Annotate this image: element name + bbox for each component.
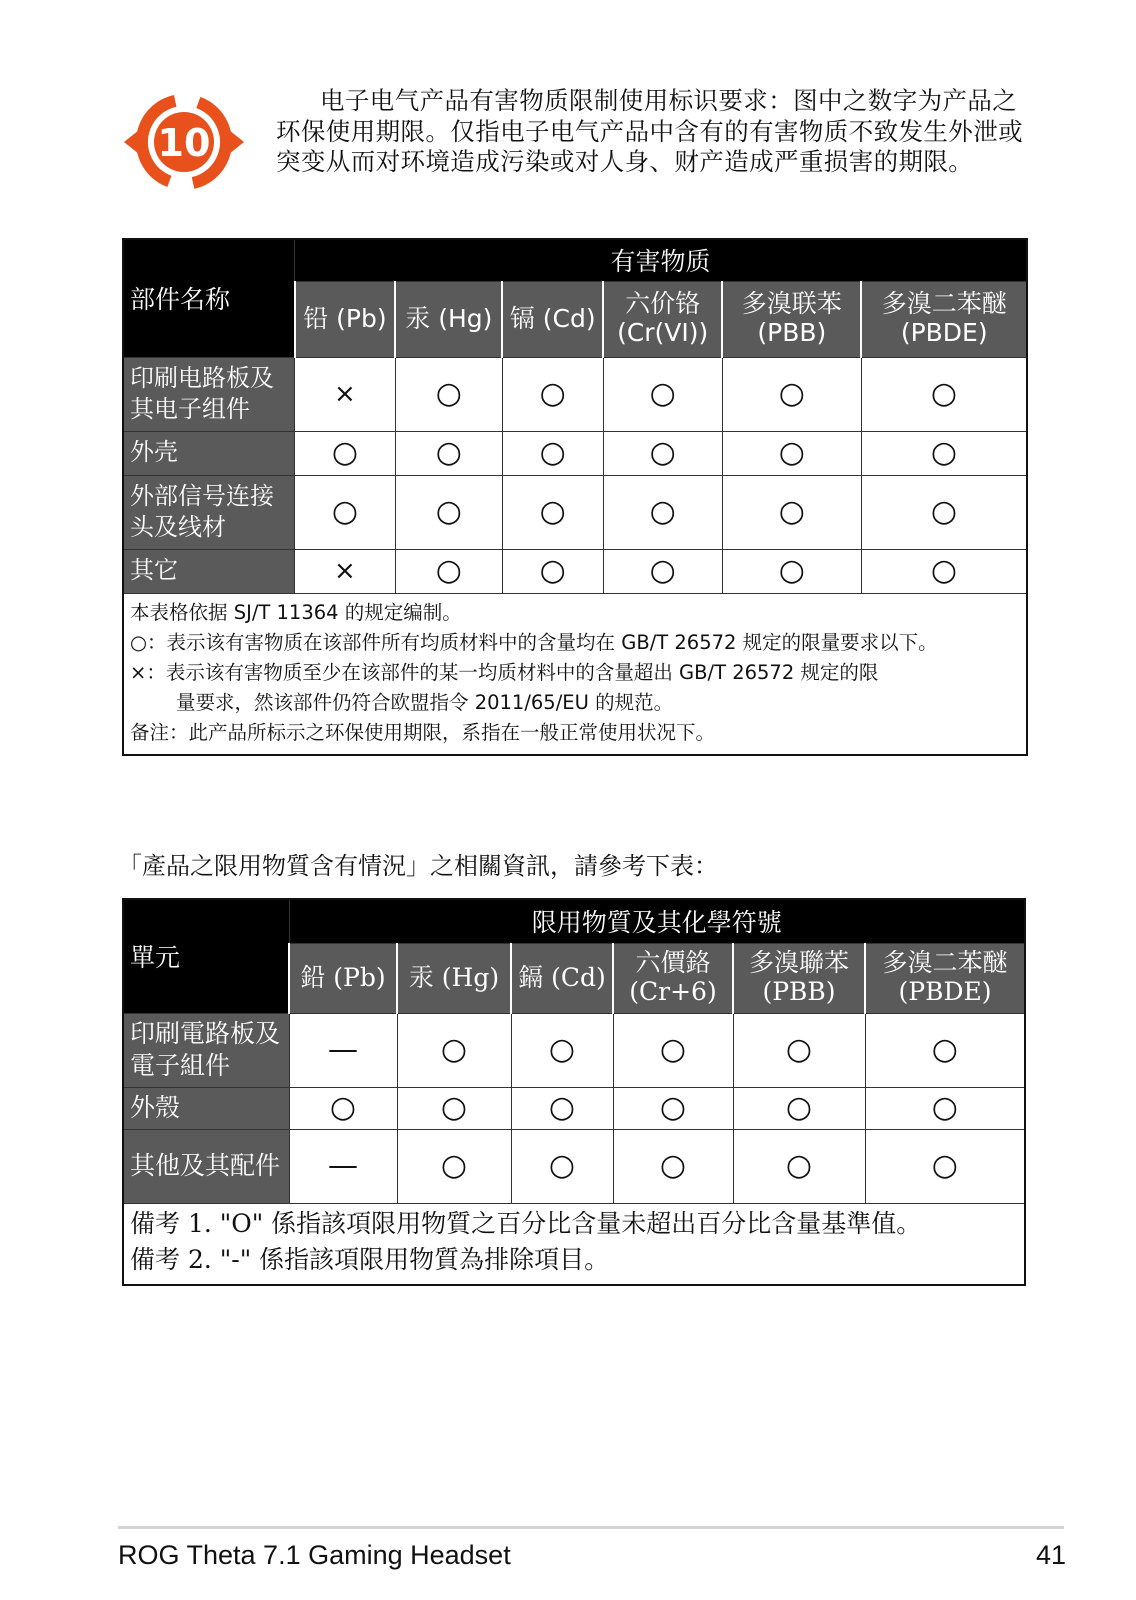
group-header: 限用物質及其化學符號 — [289, 899, 1025, 943]
restricted-substances-table — [122, 898, 1026, 1286]
table-row — [123, 475, 1027, 549]
status-mark: ○ — [659, 1148, 687, 1183]
status-mark: × — [334, 379, 356, 409]
status-mark: ○ — [649, 553, 676, 588]
row-label: 印刷电路板及其电子组件 — [123, 357, 295, 431]
table-row — [123, 431, 1027, 475]
group-header: 有害物质 — [295, 239, 1028, 281]
column-header: 鉛 (Pb) — [289, 943, 397, 1013]
status-mark: ○ — [785, 1090, 813, 1125]
row-label: 外殼 — [123, 1087, 289, 1129]
hazard-table-simplified — [122, 238, 1028, 756]
column-header: 汞 (Hg) — [395, 281, 502, 357]
column-header: 汞 (Hg) — [397, 943, 511, 1013]
column-header: 六價鉻 (Cr+6) — [613, 943, 733, 1013]
status-mark: ○ — [649, 435, 676, 470]
status-mark: ○ — [329, 1090, 357, 1125]
table-notes — [123, 593, 1027, 755]
status-mark: ○ — [649, 376, 676, 411]
column-header: 多溴聯苯 (PBB) — [733, 943, 865, 1013]
row-label: 外壳 — [123, 431, 295, 475]
status-mark: ○ — [548, 1090, 576, 1125]
status-mark: ○ — [930, 494, 958, 529]
table-row — [123, 1129, 1025, 1203]
column-header: 铅 (Pb) — [295, 281, 396, 357]
column-header: 多溴二苯醚 (PBDE) — [861, 281, 1027, 357]
status-mark: — — [328, 1148, 358, 1183]
corner-header: 單元 — [123, 899, 289, 1013]
note-line: 本表格依据 SJ/T 11364 的规定编制。 — [130, 600, 462, 624]
page-number: 41 — [1035, 1540, 1066, 1570]
status-mark: ○ — [778, 553, 805, 588]
row-label: 其它 — [123, 549, 295, 593]
row-label: 外部信号连接头及线材 — [123, 475, 295, 549]
status-mark: ○ — [930, 553, 958, 588]
column-header: 鎘 (Cd) — [511, 943, 613, 1013]
status-mark: ○ — [930, 376, 958, 411]
status-mark: ○ — [785, 1032, 813, 1067]
logo-number: 10 — [157, 121, 211, 165]
status-mark: ○ — [331, 435, 359, 470]
column-header: 镉 (Cd) — [502, 281, 603, 357]
column-header: 多溴联苯 (PBB) — [722, 281, 861, 357]
column-header: 六价铬 (Cr(VI)) — [603, 281, 722, 357]
note-line: ○：表示该有害物质在该部件所有均质材料中的含量均在 GB/T 26572 规定的限量要求以下。 — [130, 630, 938, 654]
footer-title: ROG Theta 7.1 Gaming Headset — [118, 1540, 511, 1570]
note-line: ×：表示该有害物质至少在该部件的某一均质材料中的含量超出 GB/T 26572 规定的限 — [130, 660, 879, 684]
status-mark: ○ — [539, 435, 566, 470]
status-mark: ○ — [785, 1148, 813, 1183]
note-line: 備考 1. "O" 係指該項限用物質之百分比含量未超出百分比含量基準值。 — [130, 1208, 922, 1238]
status-mark: ○ — [435, 435, 462, 470]
table-row — [123, 549, 1027, 593]
status-mark: ○ — [778, 494, 805, 529]
status-mark: — — [328, 1032, 358, 1067]
note-line: 備考 2. "-" 係指該項限用物質為排除項目。 — [130, 1244, 610, 1274]
status-mark: ○ — [931, 1090, 958, 1125]
footer-divider — [118, 1526, 1064, 1529]
table-row — [123, 357, 1027, 431]
status-mark: ○ — [548, 1148, 576, 1183]
status-mark: ○ — [778, 376, 805, 411]
table-row — [123, 1013, 1025, 1087]
status-mark: ○ — [539, 376, 566, 411]
table-row — [123, 1087, 1025, 1129]
section-heading: 「產品之限用物質含有情況」之相關資訊，請參考下表： — [118, 852, 718, 880]
epup-10-year-icon — [122, 88, 246, 196]
status-mark: ○ — [440, 1090, 468, 1125]
table-notes — [123, 1203, 1025, 1285]
status-mark: ○ — [548, 1032, 576, 1067]
column-header: 多溴二苯醚 (PBDE) — [865, 943, 1025, 1013]
status-mark: ○ — [331, 494, 359, 529]
note-line: 备注：此产品所标示之环保使用期限，系指在一般正常使用状况下。 — [130, 720, 716, 744]
status-mark: ○ — [649, 494, 676, 529]
status-mark: ○ — [930, 435, 958, 470]
status-mark: ○ — [435, 376, 462, 411]
corner-header: 部件名称 — [123, 239, 295, 357]
intro-paragraph: 电子电气产品有害物质限制使用标识要求：图中之数字为产品之环保使用期限。仅指电子电气产品中含有的有害物质不致发生外泄或突变从而对环境造成污染或对人身、财产造成严重损害的期限。 — [276, 86, 1023, 176]
status-mark: × — [334, 556, 356, 586]
status-mark: ○ — [659, 1032, 687, 1067]
status-mark: ○ — [931, 1148, 958, 1183]
status-mark: ○ — [539, 553, 566, 588]
status-mark: ○ — [539, 494, 566, 529]
status-mark: ○ — [931, 1032, 958, 1067]
status-mark: ○ — [435, 553, 462, 588]
status-mark: ○ — [778, 435, 805, 470]
status-mark: ○ — [659, 1090, 687, 1125]
row-label: 印刷電路板及電子組件 — [123, 1013, 289, 1087]
status-mark: ○ — [440, 1148, 468, 1183]
row-label: 其他及其配件 — [123, 1129, 289, 1203]
note-line: 量要求，然该部件仍符合欧盟指令 2011/65/EU 的规范。 — [176, 690, 674, 714]
status-mark: ○ — [440, 1032, 468, 1067]
status-mark: ○ — [435, 494, 462, 529]
